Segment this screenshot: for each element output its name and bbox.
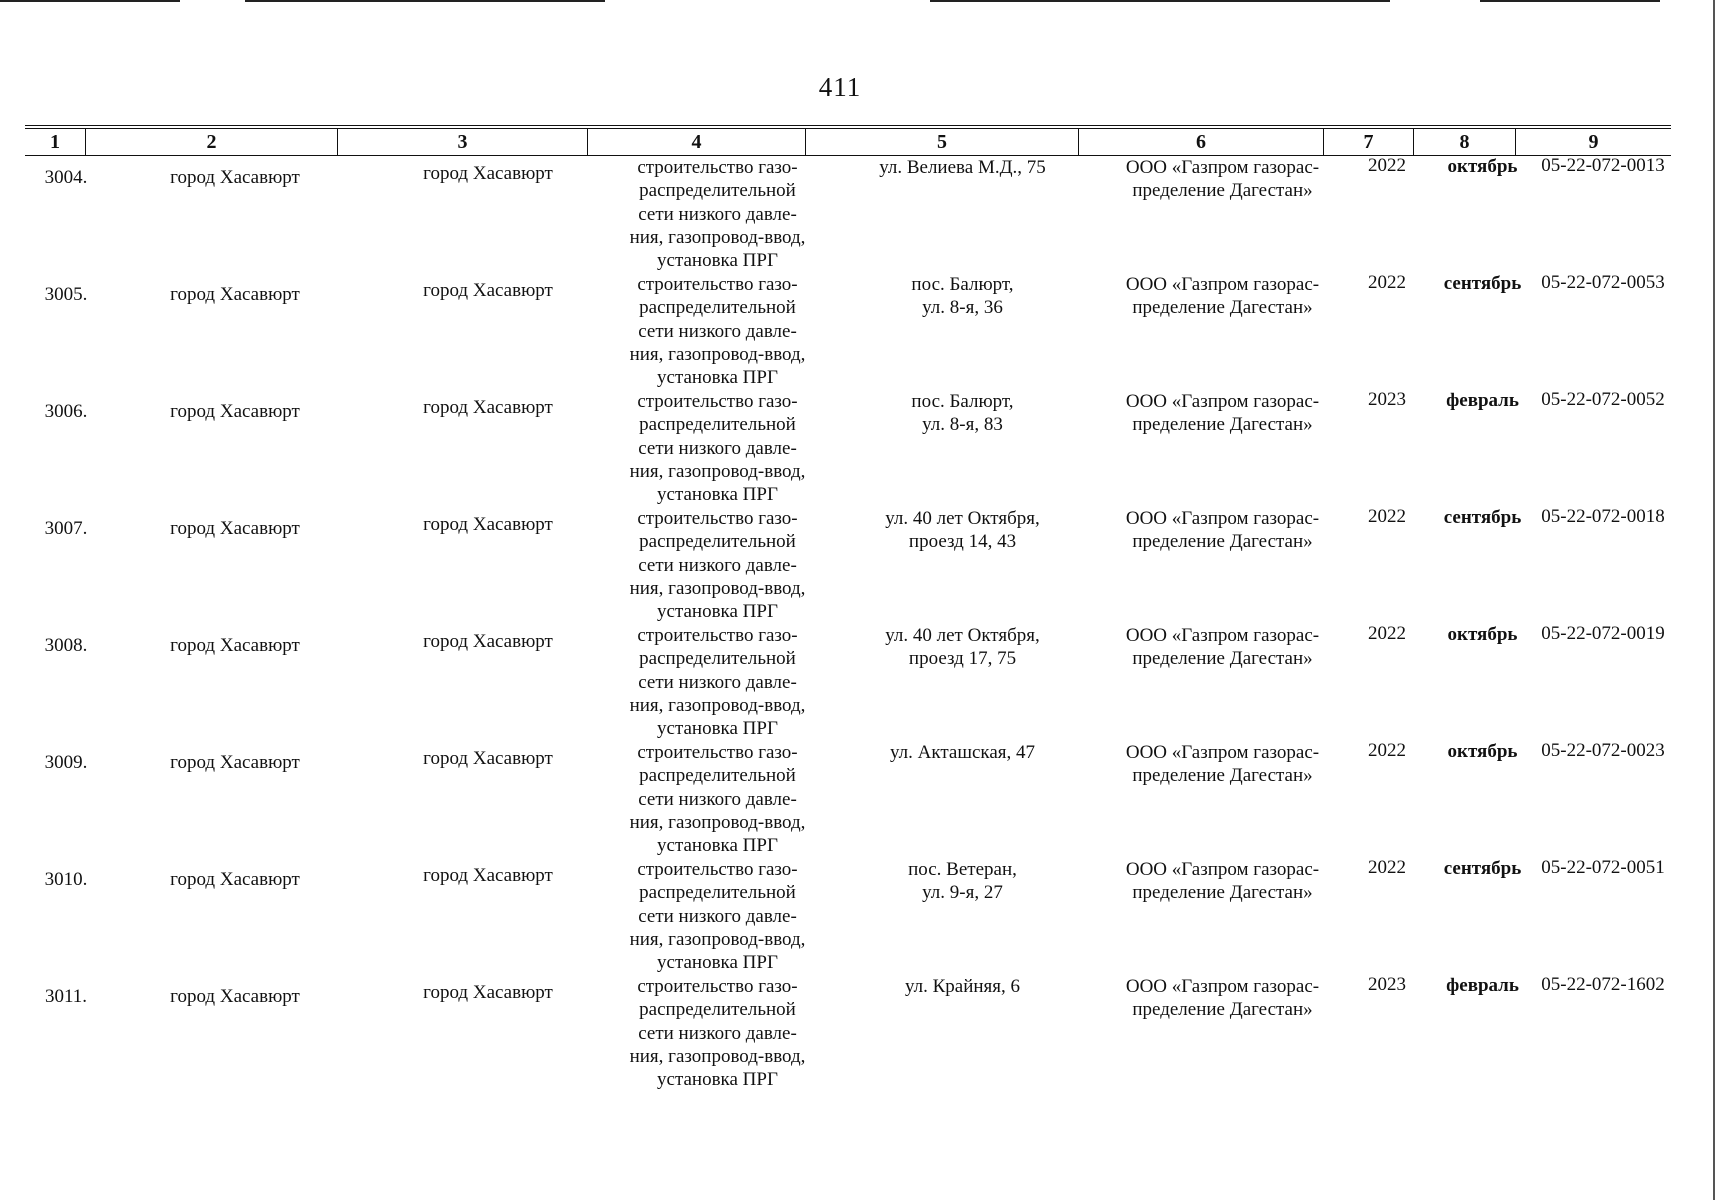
address-cell: пос. Ветеран, ул. 9-я, 27: [908, 859, 1017, 904]
table-row: [25, 390, 1671, 507]
code-cell: 05-22-072-1602: [1541, 974, 1665, 995]
column-header-1: 1: [50, 131, 60, 153]
column-header-6: 6: [1078, 129, 1323, 155]
year-cell: 2023: [1368, 974, 1406, 995]
code-cell: 05-22-072-0023: [1541, 740, 1665, 761]
row-number: 3010.: [44, 869, 88, 890]
address-cell: пос. Балюрт, ул. 8-я, 36: [911, 274, 1014, 319]
month-cell: октябрь: [1447, 624, 1518, 645]
code-cell: 05-22-072-0018: [1541, 506, 1665, 527]
municipality-cell: город Хасавюрт: [170, 284, 300, 305]
table-row: [25, 273, 1671, 390]
table-header-row: [25, 128, 1671, 156]
scan-edge-mark: [0, 0, 180, 2]
document-table: [25, 128, 1671, 1092]
page-number: 411: [818, 72, 862, 102]
work-description-cell: строительство газо- распределительной сети низкого давле- ния, газопровод-ввод, установка ПРГ: [629, 508, 806, 623]
work-description-cell: строительство газо- распределительной сети низкого давле- ния, газопровод-ввод, установка ПРГ: [629, 625, 806, 740]
municipality-cell: город Хасавюрт: [170, 869, 300, 890]
settlement-cell: город Хасавюрт: [423, 280, 553, 301]
month-cell: февраль: [1446, 390, 1519, 411]
municipality-cell: город Хасавюрт: [170, 986, 300, 1007]
column-header-3: 3: [337, 129, 587, 155]
address-cell: ул. Акташская, 47: [890, 742, 1035, 763]
year-cell: 2022: [1368, 506, 1406, 527]
table-row: [25, 156, 1671, 273]
month-cell: сентябрь: [1443, 858, 1522, 879]
work-description-cell: строительство газо- распределительной сети низкого давле- ния, газопровод-ввод, установка ПРГ: [629, 976, 806, 1091]
month-cell: октябрь: [1447, 156, 1518, 177]
row-number: 3011.: [44, 986, 88, 1007]
month-cell: октябрь: [1447, 741, 1518, 762]
organization-cell: ООО «Газпром газорас- пределение Дагестан»: [1125, 274, 1320, 319]
municipality-cell: город Хасавюрт: [170, 167, 300, 188]
work-description-cell: строительство газо- распределительной сети низкого давле- ния, газопровод-ввод, установка ПРГ: [629, 157, 806, 272]
code-cell: 05-22-072-0019: [1541, 623, 1665, 644]
year-cell: 2022: [1368, 155, 1406, 176]
organization-cell: ООО «Газпром газорас- пределение Дагестан»: [1125, 157, 1320, 202]
year-cell: 2022: [1368, 740, 1406, 761]
address-cell: ул. 40 лет Октября, проезд 17, 75: [885, 625, 1040, 670]
column-header-8: 8: [1413, 129, 1515, 155]
scan-edge-mark: [245, 0, 605, 2]
settlement-cell: город Хасавюрт: [423, 397, 553, 418]
table-row: [25, 858, 1671, 975]
table-row: [25, 975, 1671, 1092]
column-header-2: 2: [85, 129, 337, 155]
organization-cell: ООО «Газпром газорас- пределение Дагестан»: [1125, 976, 1320, 1021]
column-header-9: 9: [1515, 129, 1671, 155]
code-cell: 05-22-072-0053: [1541, 272, 1665, 293]
organization-cell: ООО «Газпром газорас- пределение Дагестан»: [1125, 742, 1320, 787]
row-number: 3009.: [44, 752, 88, 773]
municipality-cell: город Хасавюрт: [170, 518, 300, 539]
settlement-cell: город Хасавюрт: [423, 514, 553, 535]
settlement-cell: город Хасавюрт: [423, 865, 553, 886]
municipality-cell: город Хасавюрт: [170, 752, 300, 773]
row-number: 3004.: [44, 167, 88, 188]
table-row: [25, 741, 1671, 858]
row-number: 3007.: [44, 518, 88, 539]
column-header-4: 4: [587, 129, 805, 155]
address-cell: ул. 40 лет Октября, проезд 14, 43: [885, 508, 1040, 553]
code-cell: 05-22-072-0052: [1541, 389, 1665, 410]
municipality-cell: город Хасавюрт: [170, 401, 300, 422]
organization-cell: ООО «Газпром газорас- пределение Дагестан»: [1125, 625, 1320, 670]
settlement-cell: город Хасавюрт: [423, 163, 553, 184]
month-cell: февраль: [1446, 975, 1519, 996]
row-number: 3008.: [44, 635, 88, 656]
organization-cell: ООО «Газпром газорас- пределение Дагестан»: [1125, 391, 1320, 436]
column-header-5: 5: [805, 129, 1078, 155]
table-row: [25, 507, 1671, 624]
year-cell: 2022: [1368, 857, 1406, 878]
code-cell: 05-22-072-0051: [1541, 857, 1665, 878]
month-cell: сентябрь: [1443, 273, 1522, 294]
table-top-rule: [25, 125, 1671, 126]
code-cell: 05-22-072-0013: [1541, 155, 1665, 176]
column-header-7: 7: [1323, 129, 1413, 155]
scan-edge-mark: [1480, 0, 1660, 2]
settlement-cell: город Хасавюрт: [423, 631, 553, 652]
address-cell: ул. Велиева М.Д., 75: [879, 157, 1046, 178]
row-number: 3006.: [44, 401, 88, 422]
settlement-cell: город Хасавюрт: [423, 748, 553, 769]
scan-edge-mark: [930, 0, 1390, 2]
row-number: 3005.: [44, 284, 88, 305]
address-cell: пос. Балюрт, ул. 8-я, 83: [911, 391, 1014, 436]
work-description-cell: строительство газо- распределительной сети низкого давле- ния, газопровод-ввод, установка ПРГ: [629, 391, 806, 506]
work-description-cell: строительство газо- распределительной сети низкого давле- ния, газопровод-ввод, установка ПРГ: [629, 742, 806, 857]
settlement-cell: город Хасавюрт: [423, 982, 553, 1003]
work-description-cell: строительство газо- распределительной сети низкого давле- ния, газопровод-ввод, установка ПРГ: [629, 859, 806, 974]
year-cell: 2022: [1368, 623, 1406, 644]
year-cell: 2022: [1368, 272, 1406, 293]
address-cell: ул. Крайняя, 6: [904, 976, 1021, 997]
municipality-cell: город Хасавюрт: [170, 635, 300, 656]
year-cell: 2023: [1368, 389, 1406, 410]
work-description-cell: строительство газо- распределительной сети низкого давле- ния, газопровод-ввод, установка ПРГ: [629, 274, 806, 389]
month-cell: сентябрь: [1443, 507, 1522, 528]
table-row: [25, 624, 1671, 741]
organization-cell: ООО «Газпром газорас- пределение Дагестан»: [1125, 859, 1320, 904]
organization-cell: ООО «Газпром газорас- пределение Дагестан»: [1125, 508, 1320, 553]
